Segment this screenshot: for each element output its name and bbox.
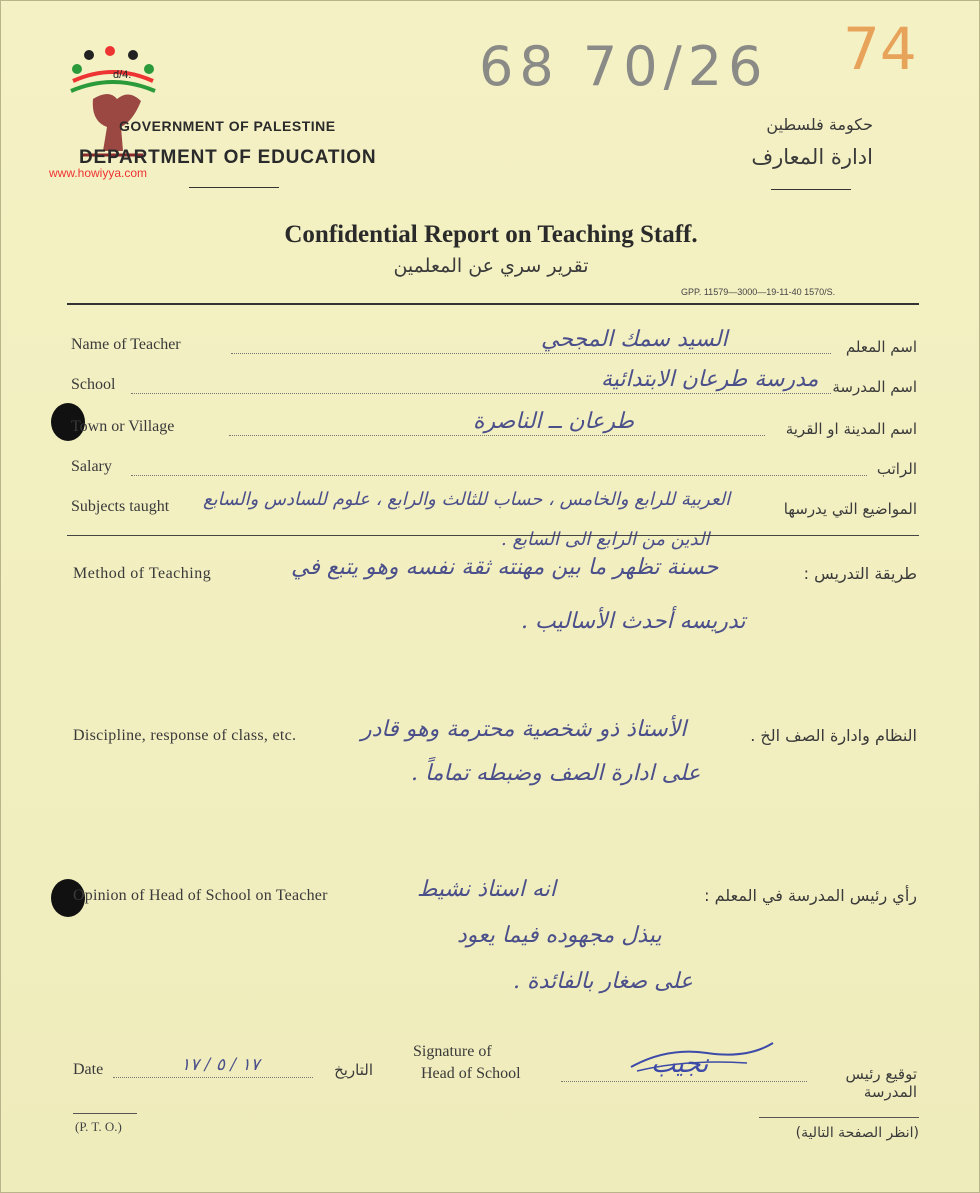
name-value: السيد سمك المجحي [541,327,728,352]
report-title-ar: تقرير سري عن المعلمين [393,255,589,277]
discipline-label-en: Discipline, response of class, etc. [73,727,297,744]
method-label-ar: طريقة التدريس : [803,564,917,583]
salary-line [131,475,867,476]
pto-rule-right [759,1117,919,1118]
subjects-value-2: الدين من الرابع الى السابع . [501,529,710,550]
subjects-label-ar: المواضيع التي يدرسها [783,500,917,518]
school-label-ar: اسم المدرسة [832,378,917,396]
salary-label-ar: الراتب [876,460,917,478]
school-value: مدرسة طرعان الابتدائية [601,367,819,392]
sig-value: نجيب [651,1049,709,1079]
opinion-value-2: يبذل مجهوده فيما يعود [457,923,662,948]
discipline-value-2: على ادارة الصف وضبطه تماماً . [411,761,701,786]
report-title-en: Confidential Report on Teaching Staff. [284,221,698,248]
dept-title-en: DEPARTMENT OF EDUCATION [79,147,377,168]
sig-label-ar: توقيع رئيس المدرسة [845,1065,917,1101]
name-label-ar: اسم المعلم [845,338,917,356]
date-label-en: Date [73,1061,104,1078]
date-value: ١٧ / ٥ / ١٧ [181,1055,260,1075]
pencil-page-number: 74 [843,15,917,83]
sig-label-en-2: Head of School [421,1065,521,1082]
form-badge: d/4. [113,69,132,81]
gov-title-en: GOVERNMENT OF PALESTINE [119,118,336,134]
pto-ar: (انظر الصفحة التالية) [795,1125,919,1141]
pto-rule-left [73,1113,137,1114]
town-label-ar: اسم المدينة او القرية [785,420,917,438]
salary-label-en: Salary [71,458,112,475]
watermark-url: www.howiyya.com [49,166,148,180]
pencil-reference: 68 70/26 [479,35,769,98]
opinion-label-en: Opinion of Head of School on Teacher [73,887,328,904]
pto-en: (P. T. O.) [75,1119,122,1134]
school-label-en: School [71,376,116,393]
opinion-value-3: على صغار بالفائدة . [513,969,693,994]
discipline-value: الأستاذ ذو شخصية محترمة وهو قادر [361,717,687,742]
date-line [113,1077,313,1078]
discipline-label-ar: النظام وادارة الصف الخ . [750,726,917,745]
name-label-en: Name of Teacher [71,336,181,353]
school-line [131,393,831,394]
method-value: حسنة تظهر ما بين مهنته ثقة نفسه وهو يتبع في [291,555,719,580]
town-label-en: Town or Village [71,418,175,435]
method-value-2: تدريسه أحدث الأساليب . [521,609,746,634]
subjects-label-en: Subjects taught [71,498,170,515]
opinion-value: انه استاذ نشيط [417,877,556,902]
header-rule-right [771,189,851,190]
sig-line [561,1081,807,1082]
subjects-value: العربية للرابع والخامس ، حساب للثالث والرابع ، علوم للسادس والسابع [203,489,731,510]
date-label-ar: التاريخ [334,1061,373,1079]
name-line [231,353,831,354]
howiyya-logo-icon [63,45,163,163]
opinion-label-ar: رأي رئيس المدرسة في المعلم : [704,886,917,905]
sig-label-en-1: Signature of [413,1043,492,1060]
town-line [229,435,765,436]
section-rule [67,535,919,536]
method-label-en: Method of Teaching [73,565,212,582]
title-rule [67,303,919,305]
dept-title-ar: ادارة المعارف [751,145,873,169]
print-code: GPP. 11579—3000—19-11-40 1570/S. [681,287,836,297]
header-rule-left [189,187,279,188]
town-value: طرعان ــ الناصرة [473,409,635,434]
gov-title-ar: حكومة فلسطين [766,115,873,134]
signature-flourish-icon [627,1037,777,1077]
